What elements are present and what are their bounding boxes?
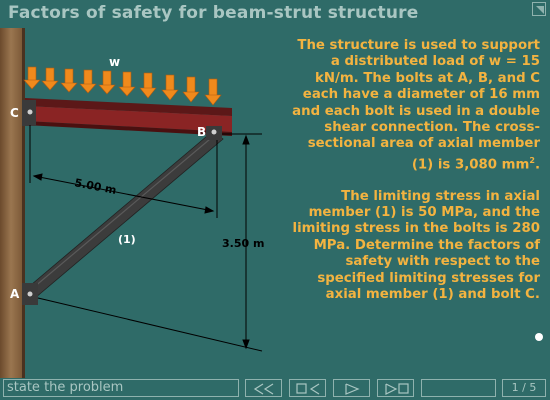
play-icon — [334, 380, 371, 398]
corner-button[interactable] — [532, 2, 546, 16]
next-step-button[interactable] — [377, 379, 414, 397]
problem-statement — [290, 38, 540, 319]
problem-paragraph-1: The structure is used to support a distributed load of w = 15 kN/m. The bolts at A, B, and C each have a diameter of 16 mm and each bolt is used in a double shear connection. The cross-sectional area of axial member (1) is 3,080 $mm^2$. — [292, 38, 540, 173]
blank-nav-box — [421, 379, 496, 397]
rewind-icon — [246, 380, 283, 398]
page-counter: 1 / 5 — [502, 379, 546, 397]
beam-strut-figure — [0, 28, 290, 378]
page-title: Factors of safety for beam-strut structure — [8, 3, 419, 23]
last-step-icon — [378, 380, 415, 398]
label-a: A — [10, 287, 20, 301]
axial-member-1 — [25, 131, 223, 298]
label-c: C — [10, 106, 19, 120]
previous-step-button[interactable] — [289, 379, 326, 397]
bolt-a — [28, 292, 33, 297]
member-label: (1) — [118, 233, 136, 246]
indicator-dot — [535, 333, 543, 341]
distributed-load-arrows — [24, 67, 221, 105]
label-b: B — [197, 125, 207, 139]
play-button[interactable] — [333, 379, 370, 397]
rewind-button[interactable] — [245, 379, 282, 397]
bolt-c — [28, 110, 33, 115]
step-label: state the problem — [3, 379, 239, 397]
load-label: w — [109, 55, 121, 69]
first-step-icon — [290, 380, 327, 398]
horizontal-dim-label: 5.00 m — [73, 176, 118, 198]
horizontal-dimension — [30, 125, 217, 218]
problem-paragraph-2: The limiting stress in axial member (1) is 50 MPa, and the limiting stress in the bolts is 280 MPa. Determine the factors of safety with respect to the specified limiting stresses for axial member (1) and bolt C. — [292, 188, 540, 303]
expand-icon — [533, 3, 547, 17]
vertical-dim-label: 3.50 m — [222, 237, 265, 250]
bolt-b — [212, 130, 217, 135]
